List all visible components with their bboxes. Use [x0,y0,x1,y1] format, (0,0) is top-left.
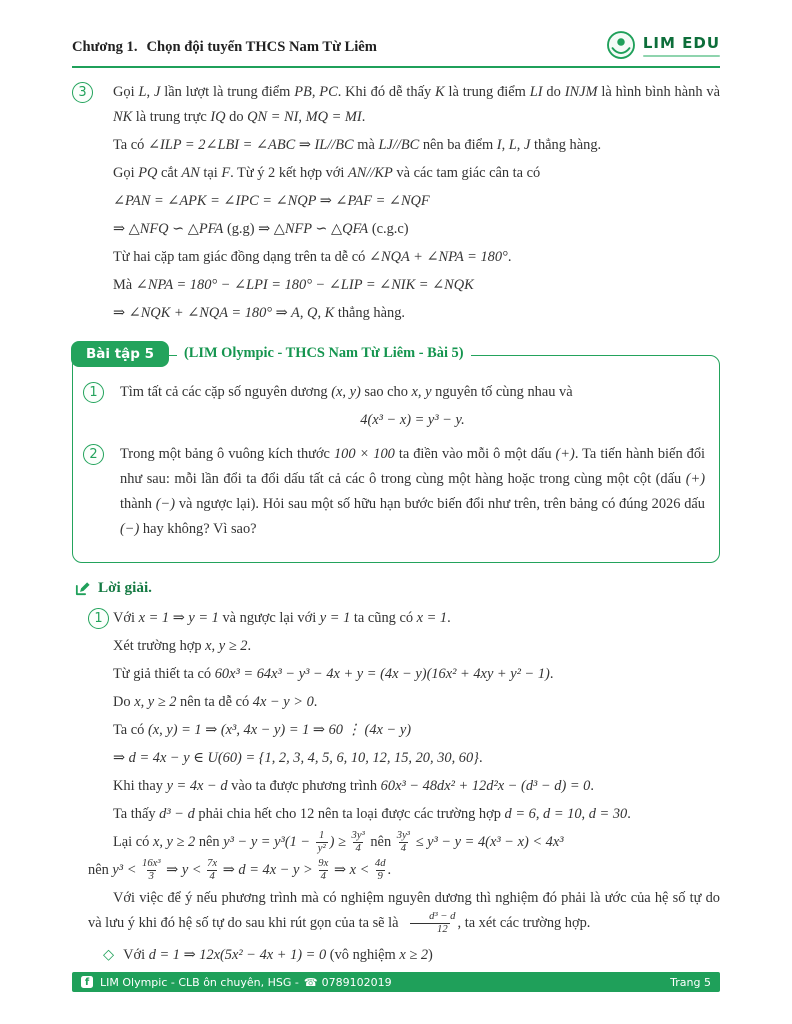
chapter-heading [72,39,377,60]
solution-heading [74,579,720,597]
solution-line: nên y³ < $\frac{\text{16x³}}{3}$ ⇒ y < $\frac{7x}{4}$ ⇒ d = 4x − y > $\frac{9x}{4}$ ⇒ x < $\frac{4d}{9}$ . [88,858,392,883]
footer-bar [72,972,720,992]
pencil-icon [74,580,91,597]
exercise-heading: (LIM Olympic - THCS Nam Từ Liêm - Bài 5) [177,345,471,362]
solution-line: Lại có x, y ≥ 2 nên y³ − y = y³(1 − $\frac{1}{\text{y²}}$ ) ≥ $\frac{\text{3y³}}{4}$ nên $\frac{\text{3y³}}{4}$ ≤ y³ − y = 4(x³ − x) < 4x³ [113,830,564,855]
solution-line: Khi thay y = 4x − d vào ta được phương trình 60x³ − 48dx² + 12d²x − (d³ − d) = 0. [113,778,594,794]
problem-item-1 [83,380,705,433]
math-line: Mà ∠NPA = 180° − ∠LPI = 180° − ∠LIP = ∠NIK = ∠NQK [113,277,474,293]
problem-text: Tìm tất cả các cặp số nguyên dương (x, y) sao cho x, y nguyên tố cùng nhau và [120,384,573,400]
problem-item-2 [83,442,705,545]
badge-column [83,380,111,433]
logo-text [643,34,720,57]
math-line: ⇒ △NFQ ∽ △PFA (g.g) ⇒ △NFP ∽ △QFA (c.g.c) [113,221,409,237]
problem-text: Trong một bảng ô vuông kích thước 100 × 100 ta điền vào mỗi ô một dấu (+). Ta tiến hành biến đổi như sau: mỗi lần đổi ta đổi dấu tất cả các ô trong cùng một hàng hoặc trong cùng một cột (dấu (+) thành (−) và ngược lại). Hỏi sau một số hữu hạn bước biến đổi như trên, trên bảng có đúng 2026 dấu (−) hay không? Vì sao? [120,446,706,537]
solution-part-3 [72,80,720,329]
facebook-icon: f [81,976,93,988]
solution-line: Từ giả thiết ta có 60x³ = 64x³ − y³ − 4x + y = (4x − y)(16x² + 4xy + y² − 1). [113,666,554,682]
item-number-badge: 2 [83,444,104,465]
solution-heading-label: Lời giải. [98,579,152,596]
phone-icon: ☎ [303,975,318,989]
problem-2-text-col [120,442,705,545]
logo-title: LIM EDU [642,33,720,52]
page-content [0,68,792,968]
solution-lines [88,606,720,968]
footer-phone: 0789102019 [321,975,392,989]
math-line: ∠PAN = ∠APK = ∠IPC = ∠NQP ⇒ ∠PAF = ∠NQF [113,193,430,209]
page-number: Trang 5 [670,975,711,989]
item-number-badge: 1 [88,608,109,629]
solution-line: Với việc để ý nếu phương trình mà có nghiệm nguyên dương thì nghiệm đó phải là ước của hệ số tự do và lưu ý khi đó hệ số tự do sau khi rút gọn của ta sẽ là $\frac{\text{d³ − d}}{12}$ , ta xét các trường hợp. [88,890,720,936]
footer-text: LIM Olympic - CLB ôn chuyên, HSG - [100,975,299,989]
equation: 4(x³ − x) = y³ − y. [360,412,465,428]
case-text: Với d = 1 ⇒ 12x(5x² − 4x + 1) = 0 (vô nghiệm x ≥ 2) [123,947,433,964]
solution-line: Do x, y ≥ 2 nên ta dễ có 4x − y > 0. [113,694,318,710]
badge-column [72,80,103,329]
solution-line: Ta có (x, y) = 1 ⇒ (x³, 4x − y) = 1 ⇒ 60 ⋮ (4x − y) [113,722,412,738]
lim-edu-logo [606,30,720,60]
paragraph: Gọi PQ cắt AN tại F. Từ ý 2 kết hợp với AN//KP và các tam giác cân ta có [113,165,541,181]
badge-column [83,442,111,545]
exercise-box [72,345,720,563]
math-line: ⇒ ∠NQK + ∠NQA = 180° ⇒ A, Q, K thẳng hàng. [113,305,405,321]
problem-1-text-col [120,380,705,433]
solution-line: Với x = 1 ⇒ y = 1 và ngược lại với y = 1 ta cũng có x = 1. [113,610,451,626]
logo-divider [643,55,720,57]
diamond-icon: ◇ [103,947,115,964]
item-number-badge: 1 [83,382,104,403]
paragraph: Từ hai cặp tam giác đồng dạng trên ta dễ có ∠NQA + ∠NPA = 180°. [113,249,512,265]
solution-part-1 [72,606,720,968]
solution-line: Ta thấy d³ − d phải chia hết cho 12 nên ta loại được các trường hợp d = 6, d = 10, d = 30. [113,806,631,822]
page-header [0,0,792,66]
paragraph: Ta có ∠ILP = 2∠LBI = ∠ABC ⇒ IL//BC mà LJ//BC nên ba điểm I, L, J thẳng hàng. [113,137,602,153]
chapter-number: Chương 1. [72,39,138,55]
solution-line: Xét trường hợp x, y ≥ 2. [113,638,252,654]
exercise-tab: Bài tập 5 [71,341,169,367]
item-number-badge: 3 [72,82,93,103]
solution-line: ⇒ d = 4x − y ∈ U(60) = {1, 2, 3, 4, 5, 6, 10, 12, 15, 20, 30, 60}. [113,750,483,766]
case-item [88,943,720,968]
logo-emblem-icon [606,30,636,60]
solution-part-3-text [113,80,720,329]
chapter-title: Chọn đội tuyển THCS Nam Từ Liêm [146,39,377,55]
paragraph: Gọi L, J lần lượt là trung điểm PB, PC. Khi đó dễ thấy K là trung điểm LI do INJM là hình bình hành và NK là trung trực IQ do QN = NI, MQ = MI. [113,84,721,125]
